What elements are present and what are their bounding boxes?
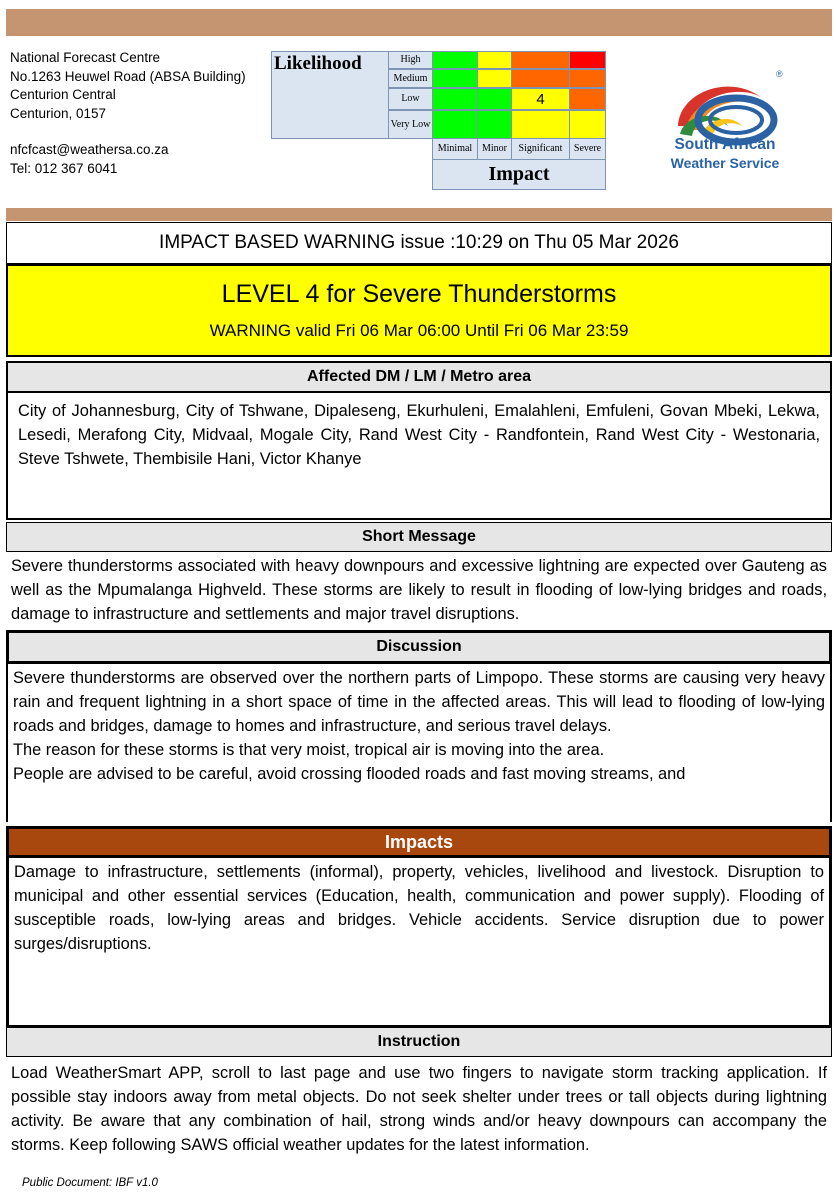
- matrix-cell: [569, 88, 606, 110]
- discussion-heading: Discussion: [6, 630, 832, 664]
- matrix-cell: [477, 51, 512, 69]
- discussion-paragraph: Severe thunderstorms are observed over the northern parts of Limpopo. These storms are causing very heavy rain and frequent lightning in a short space of time in the affected areas. This will lead to flooding of low-lying roads and bridges, damage to homes and infrastructure, and serious travel delays.: [13, 669, 825, 735]
- top-divider-bar: [6, 9, 832, 36]
- header-divider-bar: [6, 208, 832, 221]
- instruction-body: [6, 1057, 832, 1183]
- discussion-paragraph: The reason for these storms is that very moist, tropical air is moving into the area.: [13, 741, 605, 759]
- instruction-heading: Instruction: [6, 1027, 832, 1057]
- matrix-cell: [569, 69, 606, 88]
- discussion-paragraph: People are advised to be careful, avoid crossing flooded roads and fast moving streams, and: [13, 765, 686, 783]
- warning-title: LEVEL 4 for Severe Thunderstorms: [221, 280, 617, 308]
- matrix-cell: [432, 88, 478, 110]
- likelihood-medium: Medium: [388, 69, 433, 88]
- matrix-highlight-level: 4: [511, 88, 570, 110]
- likelihood-header: [271, 51, 389, 139]
- phone-number: Tel: 012 367 6041: [10, 160, 118, 176]
- matrix-cell: [477, 88, 512, 110]
- impact-severe: Severe: [569, 138, 606, 160]
- likelihood-low: Low: [388, 88, 433, 110]
- impact-minor: Minor: [477, 138, 512, 160]
- affected-area-list: City of Johannesburg, City of Tshwane, Dipaleseng, Ekurhuleni, Emalahleni, Emfuleni, Govan Mbeki, Lekwa, Lesedi, Merafong City, Midvaal, Mogale City, Rand West City - Randfontein, Rand West City - Westonaria, Steve Tshwete, Thembisile Hani, Victor Khanye: [18, 402, 820, 468]
- discussion-body: [6, 664, 832, 822]
- impact-significant: Significant: [511, 138, 570, 160]
- address-line: Centurion Central: [10, 87, 116, 102]
- matrix-cell: [477, 110, 512, 139]
- matrix-cell: [432, 110, 478, 139]
- email-link[interactable]: nfcfcast@weathersa.co.za: [10, 142, 169, 157]
- warning-level-box: [6, 264, 832, 357]
- address-line: National Forecast Centre: [10, 50, 161, 65]
- likelihood-title: Likelihood: [274, 53, 362, 74]
- document-footer: Public Document: IBF v1.0: [22, 1177, 158, 1189]
- matrix-cell: [432, 69, 478, 88]
- matrix-cell: [569, 110, 606, 139]
- matrix-cell: [511, 69, 570, 88]
- short-message-body: [6, 552, 832, 632]
- issue-line: IMPACT BASED WARNING issue :10:29 on Thu 05 Mar 2026: [6, 222, 832, 264]
- likelihood-very-low: Very Low: [388, 110, 433, 139]
- logo-name-line1: South African: [674, 136, 776, 153]
- address-line: No.1263 Heuwel Road (ABSA Building): [10, 68, 246, 84]
- contact-address: [10, 49, 246, 178]
- matrix-cell: [511, 110, 570, 139]
- address-line: Centurion, 0157: [10, 105, 107, 121]
- impacts-text: Damage to infrastructure, settlements (informal), property, vehicles, livelihood and livestock. Disruption to municipal and other essential services (Education, health, communication and power supply). Flooding of susceptible roads, low-lying areas and bridges. Vehicle accidents. Service disruption due to power surges/disruptions.: [14, 863, 824, 953]
- impact-minimal: Minimal: [432, 138, 478, 160]
- matrix-cell: [477, 69, 512, 88]
- logo-name-line2: Weather Service: [670, 155, 780, 171]
- affected-area-text: [6, 393, 832, 520]
- impacts-body: [6, 858, 832, 1028]
- instruction-text: Load WeatherSmart APP, scroll to last page and use two fingers to navigate storm tracking application. If possible stay indoors away from metal objects. Do not seek shelter under trees or tall objects during lightning activity. Be aware that any combination of hail, strong winds and/or heavy downpours can accompany the storms. Keep following SAWS official weather updates for the latest information.: [11, 1064, 827, 1154]
- matrix-cell: [511, 51, 570, 69]
- short-message-heading: Short Message: [6, 522, 832, 552]
- matrix-cell: [569, 51, 606, 69]
- affected-area-heading: Affected DM / LM / Metro area: [6, 361, 832, 393]
- registered-mark: ®: [776, 69, 783, 79]
- impact-title: Impact: [432, 159, 606, 190]
- impacts-heading: Impacts: [6, 826, 832, 858]
- short-message-text: Severe thunderstorms associated with heavy downpours and excessive lightning are expected over Gauteng as well as the Mpumalanga Highveld. These storms are likely to result in flooding of low-lying bridges and roads, damage to infrastructure and settlements and major travel disruptions.: [11, 557, 827, 623]
- warning-valid-period: WARNING valid Fri 06 Mar 06:00 Until Fri 06 Mar 23:59: [209, 321, 629, 340]
- likelihood-high: High: [388, 51, 433, 69]
- matrix-cell: [432, 51, 478, 69]
